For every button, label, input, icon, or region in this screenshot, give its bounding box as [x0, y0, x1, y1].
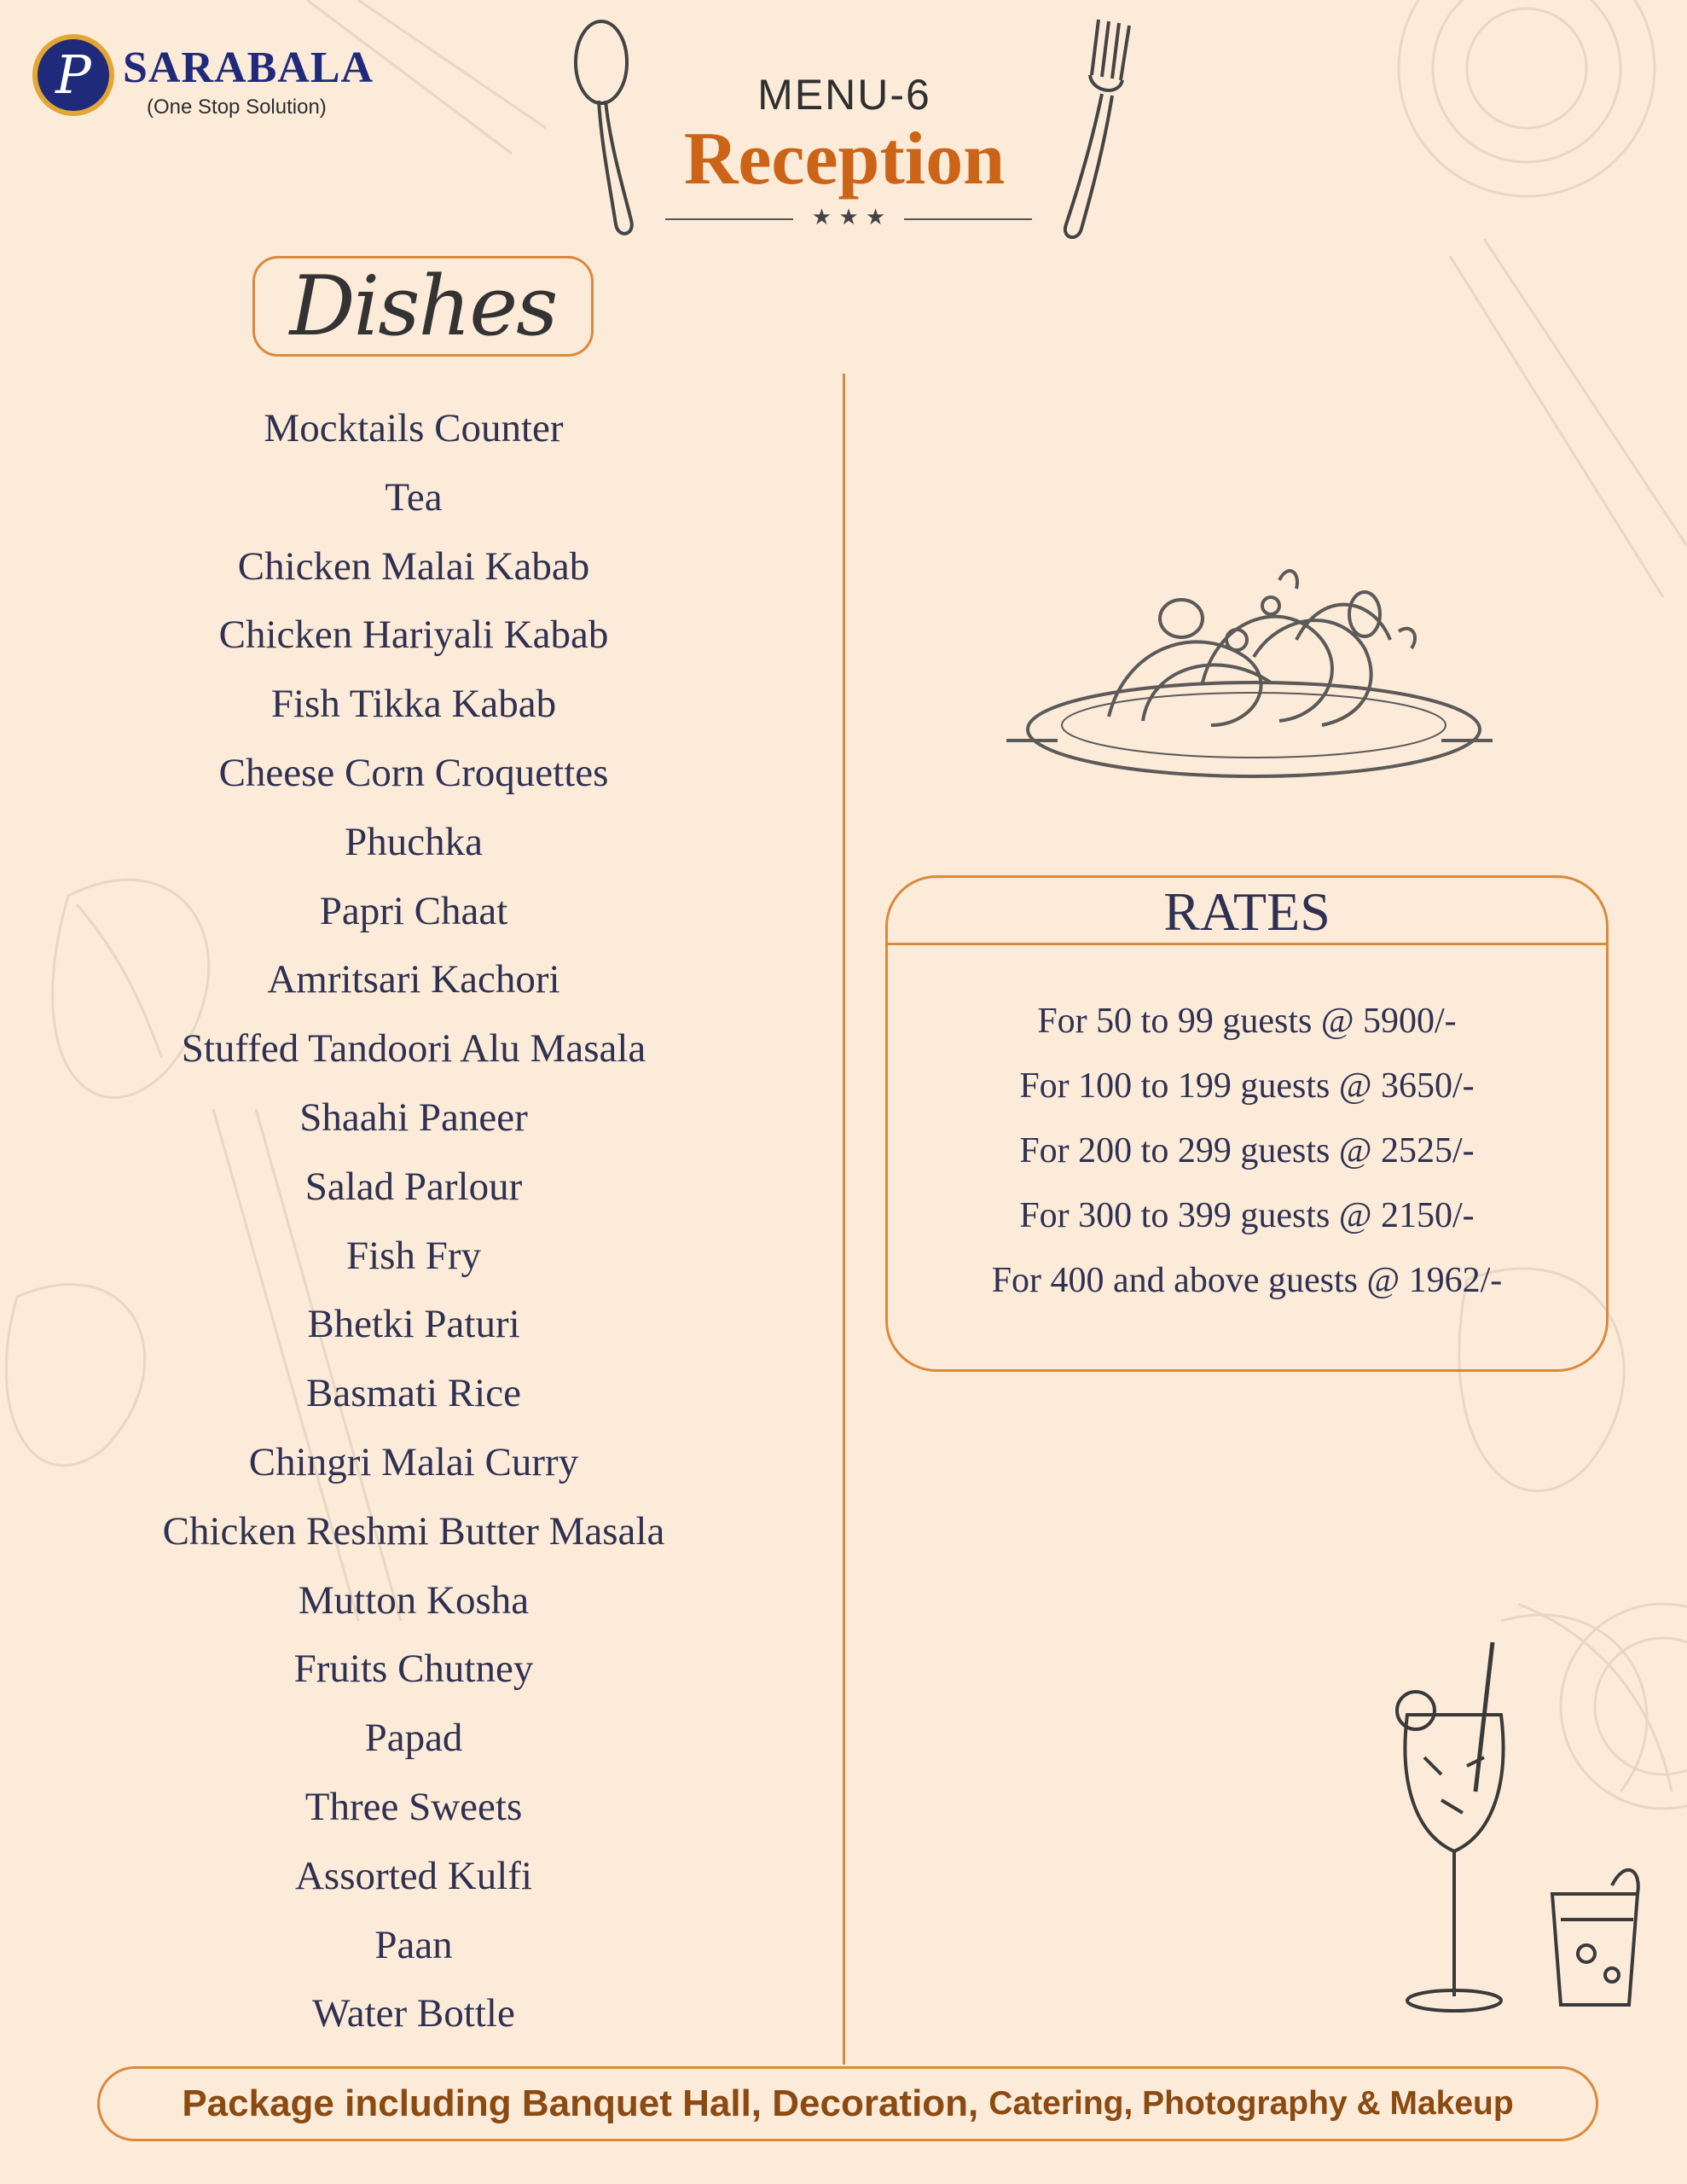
- package-text-services: Catering, Photography & Makeup: [988, 2085, 1514, 2122]
- package-banner: [97, 2066, 1598, 2141]
- dish-item: Paan: [374, 1922, 453, 1967]
- drinks-illustration: [1382, 1638, 1655, 2030]
- dish-list: [51, 394, 776, 2048]
- dish-item: Basmati Rice: [306, 1371, 521, 1416]
- logo-emblem: [32, 34, 114, 116]
- dish-item: Fish Fry: [345, 1233, 482, 1278]
- dishes-heading-box: [252, 256, 594, 357]
- dish-item: Papri Chaat: [319, 888, 508, 933]
- dish-item: Mutton Kosha: [298, 1577, 530, 1623]
- noodle-plate-illustration: [998, 555, 1501, 785]
- menu-title: Reception: [683, 118, 1006, 200]
- dish-item: Chicken Reshmi Butter Masala: [162, 1508, 665, 1554]
- package-text-main: Package including Banquet Hall, Decoration,: [182, 2082, 979, 2124]
- dish-item: Mocktails Counter: [264, 406, 564, 450]
- dish-item: Three Sweets: [304, 1784, 523, 1829]
- brand-name: SARABALA: [123, 44, 374, 92]
- dish-item: Tea: [385, 474, 443, 520]
- dish-item: Cheese Corn Croquettes: [218, 750, 609, 795]
- dish-item: Stuffed Tandoori Alu Masala: [181, 1026, 646, 1072]
- rates-divider: [888, 943, 1606, 945]
- dishes-heading: Dishes: [289, 258, 557, 354]
- rates-list: [888, 989, 1606, 1313]
- header-stars: ★ ★ ★: [811, 205, 886, 230]
- rates-heading: RATES: [1163, 881, 1330, 942]
- header-divider: [665, 205, 1032, 230]
- dish-item: Amritsari Kachori: [267, 957, 560, 1002]
- brand-tagline: (One Stop Solution): [147, 96, 327, 119]
- menu-number: MENU-6: [757, 71, 931, 119]
- rate-item: For 100 to 199 guests @ 3650/-: [1019, 1066, 1475, 1106]
- dish-item: Papad: [364, 1716, 463, 1761]
- dish-item: Water Bottle: [312, 1991, 515, 2036]
- dish-item: Salad Parlour: [304, 1164, 523, 1209]
- dish-item: Chicken Hariyali Kabab: [218, 613, 609, 658]
- rates-box: [885, 875, 1609, 1372]
- dish-item: Chicken Malai Kabab: [237, 543, 590, 589]
- rate-item: For 400 and above guests @ 1962/-: [991, 1261, 1503, 1300]
- dish-item: Fish Tikka Kabab: [270, 682, 557, 727]
- dish-item: Shaahi Paneer: [299, 1095, 528, 1140]
- brand-logo: [32, 34, 408, 128]
- rate-item: For 300 to 399 guests @ 2150/-: [1019, 1196, 1475, 1235]
- dish-item: Bhetki Paturi: [307, 1302, 520, 1347]
- rate-item: For 50 to 99 guests @ 5900/-: [1037, 1002, 1457, 1041]
- dish-item: Phuchka: [345, 819, 483, 864]
- dish-item: Fruits Chutney: [293, 1647, 534, 1692]
- logo-letter: P: [55, 44, 91, 106]
- column-divider: [843, 374, 845, 2065]
- dish-item: Chingri Malai Curry: [248, 1439, 579, 1484]
- dish-item: Assorted Kulfi: [294, 1853, 533, 1898]
- rate-item: For 200 to 299 guests @ 2525/-: [1019, 1131, 1475, 1170]
